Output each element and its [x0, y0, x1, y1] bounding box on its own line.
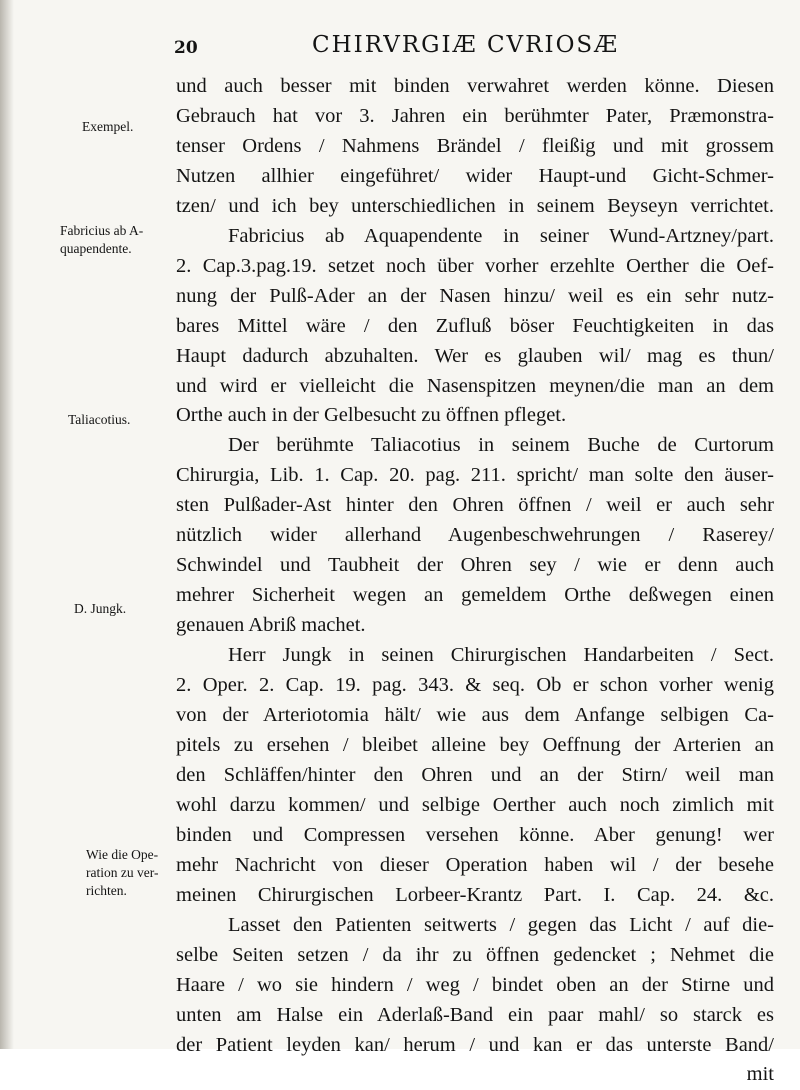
text-line: 2. Oper. 2. Cap. 19. pag. 343. & seq. Ob er schon vorher wenig: [176, 674, 774, 697]
text-line: Der berühmte Taliacotius in seinem Buche de Curtorum: [228, 434, 774, 457]
text-line: Schwindel und Taubheit der Ohren sey / wie er denn auch: [176, 554, 774, 577]
text-line: mehr Nachricht von dieser Operation haben wil / der besehe: [176, 853, 774, 876]
margin-note-fabricius-2: quapendente.: [60, 241, 132, 256]
margin-note-exempel: Exempel.: [82, 119, 134, 134]
paragraph-5: [176, 911, 774, 1090]
text-line: pitels zu ersehen / bleibet alleine bey Oeffnung der Arterien an: [176, 733, 774, 756]
text-line: der Patient leyden kan/ herum / und kan er das unterste Band/: [176, 1033, 774, 1056]
text-line: binden und Compressen versehen könne. Aber genung! wer: [176, 823, 774, 846]
margin-note-operation-2: ration zu ver-: [86, 865, 159, 880]
text-line: mehrer Sicherheit wegen an gemeldem Orthe deßwegen einen: [176, 584, 774, 607]
text-line: genauen Abriß machet.: [176, 614, 366, 637]
margin-note-operation-1: Wie die Ope-: [86, 847, 159, 862]
text-line: nung der Pulß-Ader an der Nasen hinzu/ weil es ein sehr nutz-: [176, 284, 774, 307]
text-line: den Schläffen/hinter den Ohren und an der Stirn/ weil man: [176, 763, 774, 786]
text-line: Gebrauch hat vor 3. Jahren ein berühmter Pater, Præmonstra-: [176, 104, 774, 127]
text-line: selbe Seiten setzen / da ihr zu öffnen gedencket ; Nehmet die: [176, 943, 774, 966]
text-line: Chirurgia, Lib. 1. Cap. 20. pag. 211. spricht/ man solte den äuser-: [176, 464, 774, 487]
text-line: meinen Chirurgischen Lorbeer-Krantz Part. I. Cap. 24. &c.: [176, 883, 774, 906]
catchword: mit: [746, 1063, 774, 1086]
text-line: Fabricius ab Aquapendente in seiner Wund-Artzney/part.: [228, 224, 774, 247]
paragraph-4: [176, 641, 774, 911]
text-line: unten am Halse ein Aderlaß-Band ein paar mahl/ so starck es: [176, 1003, 774, 1026]
text-line: von der Arteriotomia hält/ wie aus dem Anfange selbigen Ca-: [176, 704, 774, 727]
main-text-block: [176, 72, 774, 1090]
paragraph-1: [176, 72, 774, 222]
margin-note-operation-3: richten.: [86, 883, 127, 898]
paragraph-3: [176, 431, 774, 641]
text-line: Orthe auch in der Gelbesucht zu öffnen pfleget.: [176, 404, 567, 427]
text-line: 2. Cap.3.pag.19. setzet noch über vorher erzehlte Oerther die Oef-: [176, 254, 774, 277]
page-header: [170, 30, 770, 64]
running-title: CHIRVRGIÆ CVRIOSÆ: [312, 32, 620, 58]
text-line: bares Mittel wäre / den Zufluß böser Feuchtigkeiten in das: [176, 314, 774, 337]
text-line: Haare / wo sie hindern / weg / bindet oben an der Stirne und: [176, 973, 774, 996]
text-line: und auch besser mit binden verwahret werden könne. Diesen: [176, 75, 774, 97]
text-line: Herr Jungk in seinen Chirurgischen Handarbeiten / Sect.: [228, 644, 774, 667]
margin-note-fabricius-1: Fabricius ab A-: [60, 223, 144, 238]
text-line: und wird er vielleicht die Nasenspitzen meynen/die man an dem: [176, 374, 774, 397]
text-line: tenser Ordens / Nahmens Brändel / fleißig und mit grossem: [176, 134, 774, 157]
page-number: 20: [174, 38, 198, 58]
text-line: Haupt dadurch abzuhalten. Wer es glauben wil/ mag es thun/: [176, 344, 774, 367]
paragraph-2: [176, 222, 774, 432]
page-gutter-shadow: [0, 0, 14, 1049]
margin-note-taliacotius: Taliacotius.: [68, 412, 131, 427]
text-line: Nutzen allhier eingeführet/ wider Haupt-und Gicht-Schmer-: [176, 164, 774, 187]
text-line: tzen/ und ich bey unterschiedlichen in seinem Beyseyn verrichtet.: [176, 194, 774, 217]
margin-note-jungk: D. Jungk.: [74, 601, 127, 616]
text-line: Lasset den Patienten seitwerts / gegen das Licht / auf die-: [228, 913, 774, 936]
text-line: nützlich wider allerhand Augenbeschwehrungen / Raserey/: [176, 524, 774, 547]
text-line: sten Pulßader-Ast hinter den Ohren öffnen / weil er auch sehr: [176, 494, 774, 517]
text-line: wohl darzu kommen/ und selbige Oerther auch noch zimlich mit: [176, 793, 774, 816]
